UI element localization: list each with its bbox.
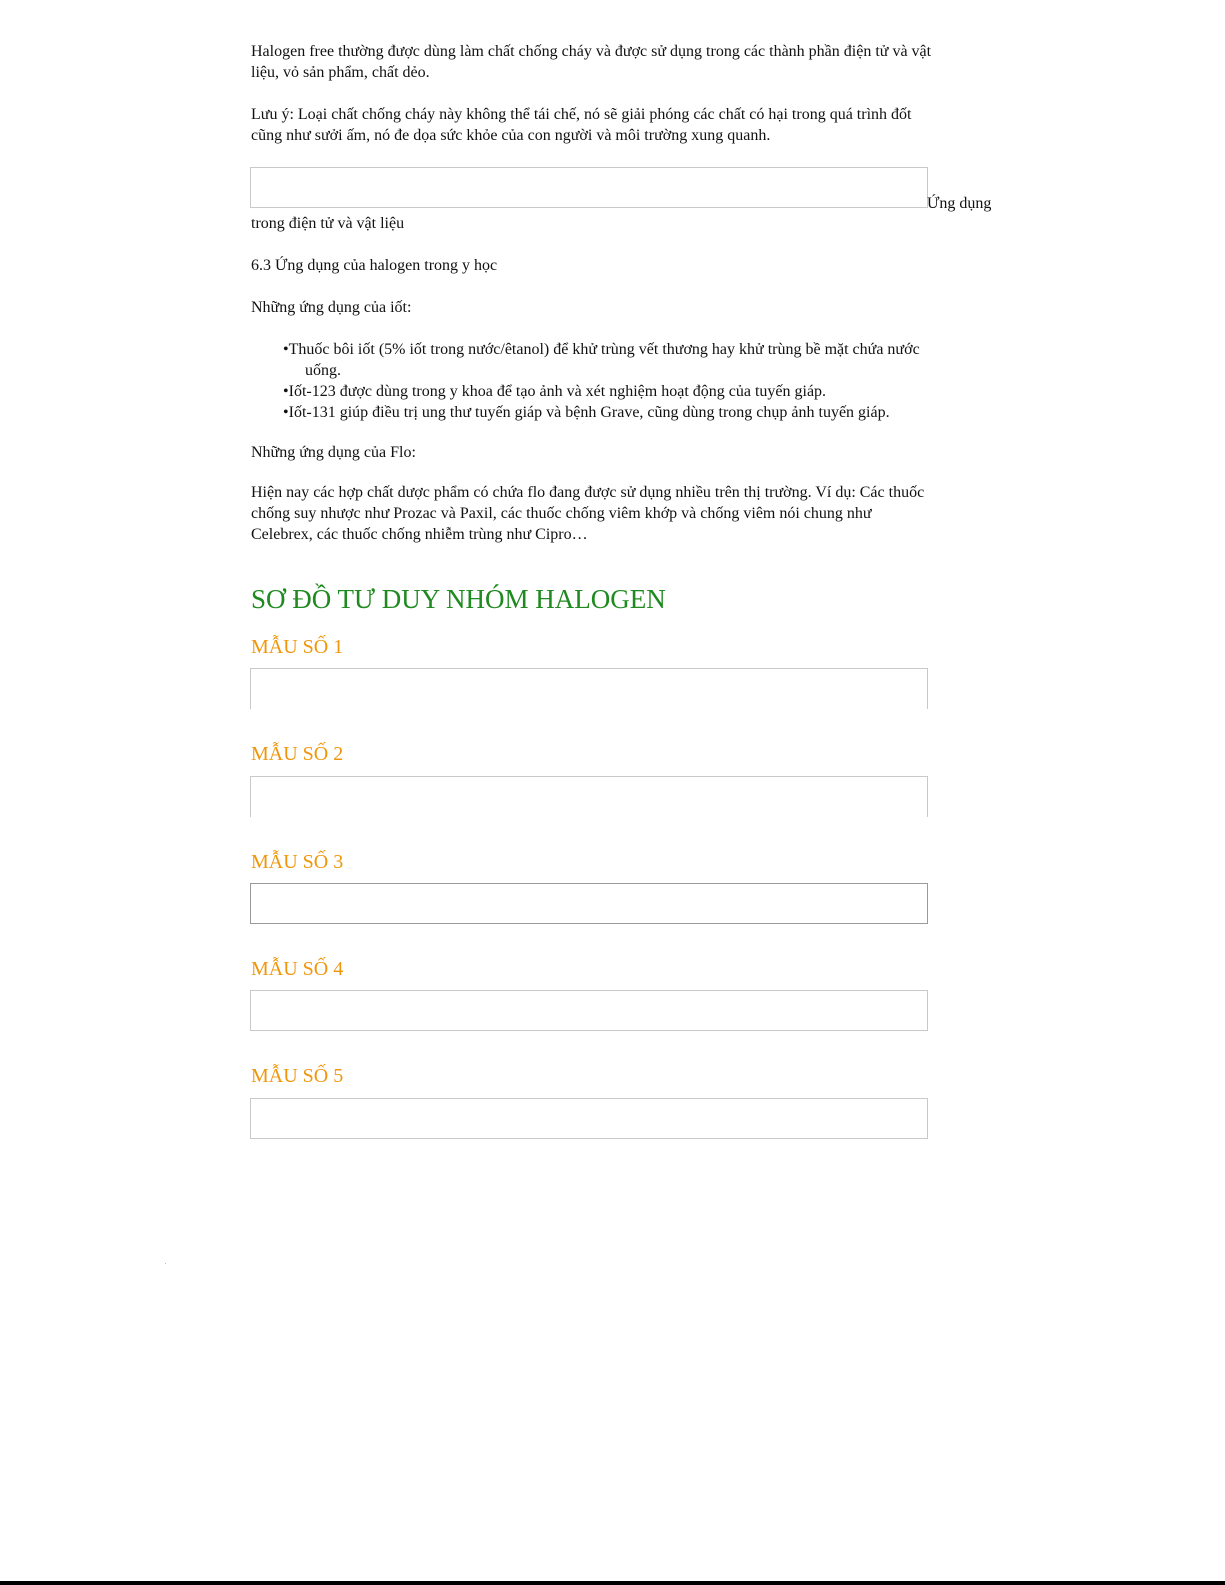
bullet-glyph: • — [283, 341, 289, 358]
list-item — [283, 402, 1023, 423]
text-line: Hiện nay các hợp chất dược phẩm có chứa flo đang được sử dụng nhiều trên thị trường. Ví dụ: Các thuốc — [251, 484, 925, 501]
note-paragraph — [251, 104, 1021, 146]
intro-paragraph — [251, 41, 1021, 83]
sample-image-2 — [250, 776, 928, 817]
list-item-text: Iốt-123 được dùng trong y khoa để tạo ảnh và xét nghiệm hoạt động của tuyến giáp. — [288, 383, 827, 400]
sample-label-2: MẪU SỐ 2 — [251, 743, 344, 765]
text-line: Halogen free thường được dùng làm chất chống cháy và được sử dụng trong các thành phần điện tử và vật — [251, 43, 932, 60]
list-item-text: Iốt-131 giúp điều trị ung thư tuyến giáp và bệnh Grave, cũng dùng trong chụp ảnh tuyến giáp. — [288, 404, 890, 421]
sample-image-3 — [250, 883, 928, 924]
list-item-text: Thuốc bôi iốt (5% iốt trong nước/êtanol) để khử trùng vết thương hay khử trùng bề mặt chứa nước — [288, 341, 920, 358]
page-bottom-edge — [0, 1581, 1225, 1585]
text-line: cũng như sưởi ấm, nó đe dọa sức khỏe của con người và môi trường xung quanh. — [251, 127, 771, 144]
text-line: liệu, vỏ sản phẩm, chất dẻo. — [251, 64, 430, 81]
text-line: trong điện tử và vật liệu — [251, 215, 405, 232]
sample-image-1 — [250, 668, 928, 709]
sample-image-5 — [250, 1098, 928, 1139]
sample-label-4: MẪU SỐ 4 — [251, 958, 344, 980]
flo-intro: Những ứng dụng của Flo: — [251, 444, 416, 461]
list-item-text: uống. — [305, 362, 341, 379]
sample-label-5: MẪU SỐ 5 — [251, 1065, 344, 1087]
figure-caption-tail: Ứng dụng — [927, 195, 992, 212]
stray-mark — [165, 1263, 166, 1264]
figure-placeholder — [250, 167, 928, 208]
text-line: Celebrex, các thuốc chống nhiễm trùng như Cipro… — [251, 526, 588, 543]
list-item — [283, 381, 1023, 402]
sample-label-1: MẪU SỐ 1 — [251, 636, 344, 658]
flo-paragraph — [251, 482, 1021, 545]
text-line: chống suy nhược như Prozac và Paxil, các thuốc chống viêm khớp và chống viêm nói chung như — [251, 505, 872, 522]
iodine-intro: Những ứng dụng của iốt: — [251, 299, 412, 316]
bullet-glyph: • — [283, 383, 289, 400]
list-item — [283, 339, 1023, 381]
section-heading-6-3: 6.3 Ứng dụng của halogen trong y học — [251, 257, 498, 274]
figure-caption — [251, 213, 1021, 234]
mindmap-heading: SƠ ĐỒ TƯ DUY NHÓM HALOGEN — [251, 584, 666, 614]
iodine-uses-list — [283, 339, 1023, 423]
sample-label-3: MẪU SỐ 3 — [251, 851, 344, 873]
text-line: Lưu ý: Loại chất chống cháy này không thể tái chế, nó sẽ giải phóng các chất có hại trong quá trình đốt — [251, 106, 912, 123]
bullet-glyph: • — [283, 404, 289, 421]
sample-image-4 — [250, 990, 928, 1031]
